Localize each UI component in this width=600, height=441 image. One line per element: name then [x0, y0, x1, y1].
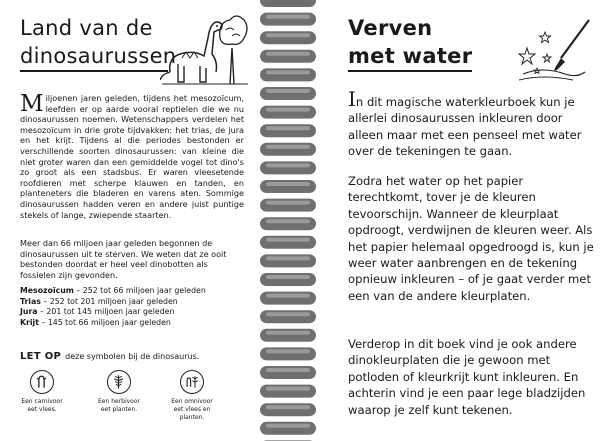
- period-row: [20, 307, 250, 318]
- period-name: Trias: [20, 296, 41, 306]
- left-page: [0, 0, 258, 441]
- carnivore-symbol: [12, 370, 72, 414]
- period-name: Mesozoïcum: [20, 286, 74, 295]
- period-row: [20, 286, 250, 297]
- left-title-line1: Land van de: [20, 16, 153, 40]
- spine-ring: [260, 50, 316, 63]
- spine-ring-highlight: [266, 182, 310, 186]
- period-list: [20, 286, 250, 328]
- spine-ring: [260, 310, 316, 323]
- spine-ring: [260, 180, 316, 193]
- spine-ring-highlight: [266, 89, 310, 93]
- herbivore-symbol: [89, 370, 149, 414]
- period-range: – 201 tot 145 miljoen jaar geleden: [37, 307, 175, 317]
- spine-ring-highlight: [266, 387, 310, 391]
- note-line: [20, 351, 199, 362]
- right-page: [318, 0, 600, 441]
- left-title-underline: [20, 70, 168, 72]
- spine-ring-highlight: [266, 275, 310, 279]
- period-name: Krijt: [20, 317, 39, 327]
- right-title-line2: met water: [348, 44, 473, 68]
- spine-ring: [260, 347, 316, 360]
- spine-ring: [260, 106, 316, 119]
- drop-cap: M: [20, 91, 44, 117]
- spine-ring-highlight: [266, 331, 310, 335]
- spine-ring-highlight: [266, 33, 310, 37]
- period-name: Jura: [20, 307, 38, 317]
- spine-ring: [260, 161, 316, 174]
- spine-ring-highlight: [266, 312, 310, 316]
- period-row: [20, 318, 250, 329]
- spine-ring-highlight: [266, 219, 310, 223]
- note-label: LET OP: [20, 351, 62, 362]
- carnivore-icon: [30, 370, 54, 394]
- period-range: – 252 tot 201 miljoen jaar geleden: [40, 296, 178, 306]
- omnivore-symbol: [162, 370, 222, 422]
- intro-paragraph-text: iljoenen jaren geleden, tijdens het mesozoïcum, leefden er op aarde vooral reptielen die we nu dinosaurussen noemen. Wetenschappers verdelen het mesozoïcum in drie grote tijdvakken: het trias, de jura en het krijt. Tijdens al die periodes bestonden er verschillende soorten dinosaurussen: van kleine die niet groter waren dan een gemiddelde vogel tot dino's zo groot als een stadsbus. Er waren vleesetende roofdieren met scherpe klauwen en tanden, en planteneters die bladeren en varens aten. Sommige dinosaurussen hadden veren en andere juist puntige stekels of lange, zwiepende staarten.: [20, 93, 244, 220]
- right-title-line1: Verven: [348, 16, 433, 40]
- spine-ring: [260, 68, 316, 81]
- spine-ring: [260, 292, 316, 305]
- spine-ring: [260, 385, 316, 398]
- period-row: [20, 297, 250, 308]
- omnivore-caption-line2: eet vlees en planten.: [173, 406, 211, 421]
- herbivore-caption-line2: eet planten.: [100, 406, 138, 413]
- water-howto-paragraph: Zodra het water op het papier terechtkomt, tover je de kleuren tevoorschijn. Wanneer de kleurplaat opdroogt, verdwijnen de kleuren weer. Als het papier helemaal opgedroogd is, kun je weer water aanbrengen en de tekening opnieuw inkleuren – of je gaat verder met een van de andere kleurplaten.: [348, 174, 594, 303]
- period-range: – 145 tot 66 miljoen jaar geleden: [38, 317, 171, 327]
- carnivore-caption-line2: eet vlees.: [27, 406, 57, 413]
- spine-ring-highlight: [266, 368, 310, 372]
- water-intro-paragraph: [348, 87, 600, 160]
- spine-ring: [260, 329, 316, 342]
- spine-ring-highlight: [266, 238, 310, 242]
- spine-ring-highlight: [266, 108, 310, 112]
- spine-ring-highlight: [266, 126, 310, 130]
- spine-ring: [260, 31, 316, 44]
- herbivore-icon: [107, 370, 131, 394]
- extinction-paragraph: Meer dan 66 miljoen jaar geleden begonnen de dinosaurussen uit te sterven. We weten dat ze ooit bestonden doordat er heel veel dinobotten als fossielen zijn gevonden.: [20, 238, 227, 280]
- paintbrush-stars-icon: [513, 18, 591, 84]
- drop-cap: I: [348, 87, 356, 111]
- spine-ring: [260, 0, 316, 7]
- spine-ring: [260, 217, 316, 230]
- note-text: deze symbolen bij de dinosaurus.: [65, 352, 200, 361]
- spine-ring-highlight: [266, 349, 310, 353]
- intro-paragraph: [20, 93, 244, 220]
- omnivore-caption-line1: Een omnivoor: [171, 398, 213, 405]
- left-title-line2: dinosaurussen: [20, 44, 177, 68]
- spine-ring: [260, 199, 316, 212]
- spine-ring-highlight: [266, 70, 310, 74]
- spine-ring-highlight: [266, 405, 310, 409]
- spiral-spine: [258, 0, 318, 441]
- spine-ring: [260, 254, 316, 267]
- spine-ring-highlight: [266, 145, 310, 149]
- spine-ring-highlight: [266, 15, 310, 19]
- spine-ring: [260, 366, 316, 379]
- period-range: – 252 tot 66 miljoen jaar geleden: [73, 286, 206, 295]
- spine-ring-highlight: [266, 52, 310, 56]
- spine-ring: [260, 124, 316, 137]
- spine-ring: [260, 87, 316, 100]
- spine-ring: [260, 236, 316, 249]
- water-intro-text: n dit magische waterkleurboek kun je allerlei dinosaurussen inkleuren door alleen maar met een penseel met water over de tekeningen te gaan.: [348, 95, 582, 159]
- spine-ring-highlight: [266, 424, 310, 428]
- spine-ring: [260, 273, 316, 286]
- carnivore-caption-line1: Een carnivoor: [21, 398, 63, 405]
- spine-ring-highlight: [266, 256, 310, 260]
- right-title-underline: [348, 70, 472, 72]
- spine-ring: [260, 422, 316, 435]
- dinosaur-illustration-icon: [160, 8, 250, 86]
- herbivore-caption-line1: Een herbivoor: [98, 398, 140, 405]
- spine-ring-highlight: [266, 201, 310, 205]
- other-pages-paragraph: Verderop in dit boek vind je ook andere dinokleurplaten die je gewoon met potloden of kleurkrijt kunt inkleuren. En achterin vind je een paar lege bladzijden waarop je zelf kunt tekenen.: [348, 337, 586, 417]
- spine-ring: [260, 143, 316, 156]
- spine-ring-highlight: [266, 163, 310, 167]
- spine-ring-highlight: [266, 294, 310, 298]
- omnivore-icon: [180, 370, 204, 394]
- spine-ring: [260, 403, 316, 416]
- spine-ring: [260, 13, 316, 26]
